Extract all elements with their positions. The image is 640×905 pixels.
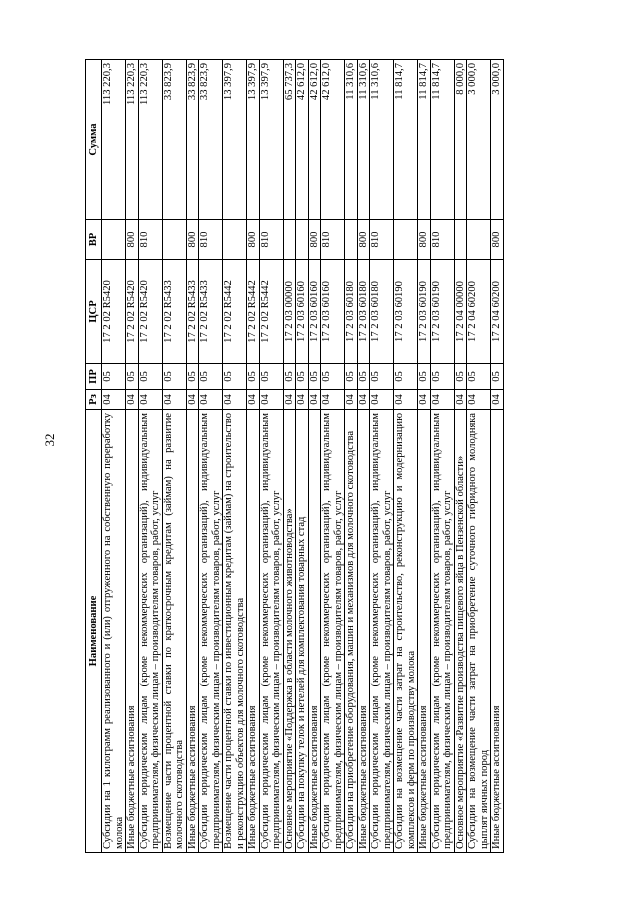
- row-rz: 04: [259, 390, 283, 410]
- table-row: [126, 60, 139, 853]
- row-name: Иные бюджетные ассигнования: [491, 410, 504, 853]
- row-name: Субсидии на покупку телок и нетелей для комплектования товарных стад: [296, 410, 309, 853]
- row-name: Субсидии на возмещение части затрат на приобретение суточного гибридного молодняка цыплят яичных пород: [467, 410, 491, 853]
- row-rz: 04: [102, 390, 126, 410]
- row-name: Иные бюджетные ассигнования: [247, 410, 260, 853]
- row-vr: 810: [199, 220, 223, 260]
- table-row: [259, 60, 283, 853]
- row-pr: 05: [296, 364, 309, 390]
- row-rz: 04: [283, 390, 296, 410]
- row-vr: 810: [370, 220, 394, 260]
- row-sum: 113 220,3: [126, 60, 139, 220]
- row-csr: 17 2 03 60190: [394, 260, 418, 364]
- row-sum: 42 612,0: [308, 60, 321, 220]
- row-rz: 04: [308, 390, 321, 410]
- row-pr: 05: [357, 364, 370, 390]
- row-pr: 05: [345, 364, 358, 390]
- row-pr: 05: [138, 364, 162, 390]
- table-row: [491, 60, 504, 853]
- row-name: Субсидии юридическим лицам (кроме некоммерческих организаций), индивидуальным предпринимателям, физическим лицам – производителям товаров, работ, услуг: [199, 410, 223, 853]
- row-csr: 17 2 03 60190: [430, 260, 454, 364]
- row-csr: 17 2 02 R5442: [259, 260, 283, 364]
- row-csr: 17 2 03 00000: [283, 260, 296, 364]
- row-vr: [223, 220, 247, 260]
- row-csr: 17 2 02 R5420: [138, 260, 162, 364]
- header-sum: Сумма: [86, 60, 102, 220]
- row-csr: 17 2 03 60180: [345, 260, 358, 364]
- row-rz: 04: [223, 390, 247, 410]
- row-rz: 04: [430, 390, 454, 410]
- row-name: Субсидии на возмещение части затрат на строительство, реконструкцию и модернизацию комплексов и ферм по производству молока: [394, 410, 418, 853]
- row-vr: 800: [357, 220, 370, 260]
- row-name: Иные бюджетные ассигнования: [186, 410, 199, 853]
- row-csr: 17 2 02 R5433: [162, 260, 186, 364]
- row-sum: 11 310,6: [357, 60, 370, 220]
- row-vr: 800: [418, 220, 431, 260]
- row-pr: 05: [370, 364, 394, 390]
- row-name: Субсидии юридическим лицам (кроме некоммерческих организаций), индивидуальным предпринимателям, физическим лицам – производителям товаров, работ, услуг: [321, 410, 345, 853]
- row-pr: 05: [454, 364, 467, 390]
- row-csr: 17 2 03 60180: [370, 260, 394, 364]
- header-vr: ВР: [86, 220, 102, 260]
- row-vr: 810: [259, 220, 283, 260]
- table-row: [283, 60, 296, 853]
- row-sum: 3 000,0: [491, 60, 504, 220]
- table-row: [186, 60, 199, 853]
- row-pr: 05: [491, 364, 504, 390]
- row-sum: 65 737,3: [283, 60, 296, 220]
- row-pr: 05: [418, 364, 431, 390]
- row-pr: 05: [467, 364, 491, 390]
- row-rz: 04: [247, 390, 260, 410]
- table-header-row: [86, 60, 102, 853]
- table-row: [321, 60, 345, 853]
- table-row: [223, 60, 247, 853]
- budget-table: [85, 59, 504, 853]
- row-sum: 33 823,9: [199, 60, 223, 220]
- table-row: [247, 60, 260, 853]
- row-csr: 17 2 03 60160: [296, 260, 309, 364]
- row-rz: 04: [454, 390, 467, 410]
- row-vr: 800: [308, 220, 321, 260]
- row-csr: 17 2 02 R5420: [126, 260, 139, 364]
- table-row: [199, 60, 223, 853]
- header-pr: ПР: [86, 364, 102, 390]
- header-name: Наименование: [86, 410, 102, 853]
- table-row: [430, 60, 454, 853]
- row-vr: 810: [321, 220, 345, 260]
- row-vr: [283, 220, 296, 260]
- row-vr: 800: [126, 220, 139, 260]
- row-vr: 810: [430, 220, 454, 260]
- page-number: 32: [42, 433, 57, 447]
- table-row: [345, 60, 358, 853]
- row-vr: [162, 220, 186, 260]
- row-vr: 800: [491, 220, 504, 260]
- row-name: Субсидии юридическим лицам (кроме некоммерческих организаций), индивидуальным предпринимателям, физическим лицам – производителям товаров, работ, услуг: [430, 410, 454, 853]
- row-rz: 04: [357, 390, 370, 410]
- row-vr: [454, 220, 467, 260]
- row-csr: 17 2 02 R5433: [199, 260, 223, 364]
- row-rz: 04: [418, 390, 431, 410]
- row-rz: 04: [394, 390, 418, 410]
- table-row: [162, 60, 186, 853]
- table-row: [296, 60, 309, 853]
- row-vr: 800: [186, 220, 199, 260]
- row-vr: [467, 220, 491, 260]
- row-sum: 42 612,0: [296, 60, 309, 220]
- row-pr: 05: [308, 364, 321, 390]
- row-sum: 8 000,0: [454, 60, 467, 220]
- row-name: Иные бюджетные ассигнования: [308, 410, 321, 853]
- row-name: Субсидии юридическим лицам (кроме некоммерческих организаций), индивидуальным предпринимателям, физическим лицам – производителям товаров, работ, услуг: [370, 410, 394, 853]
- row-sum: 13 397,9: [223, 60, 247, 220]
- row-name: Субсидии на приобретение оборудования, машин и механизмов для молочного скотоводства: [345, 410, 358, 853]
- row-csr: 17 2 04 00000: [454, 260, 467, 364]
- row-sum: 11 814,7: [394, 60, 418, 220]
- row-rz: 04: [138, 390, 162, 410]
- table-row: [357, 60, 370, 853]
- row-pr: 05: [321, 364, 345, 390]
- row-pr: 05: [162, 364, 186, 390]
- row-vr: 800: [247, 220, 260, 260]
- row-vr: 810: [138, 220, 162, 260]
- row-csr: 17 2 02 R5442: [223, 260, 247, 364]
- row-csr: 17 2 04 60200: [491, 260, 504, 364]
- row-rz: 04: [491, 390, 504, 410]
- table-row: [370, 60, 394, 853]
- row-csr: 17 2 03 60190: [418, 260, 431, 364]
- row-sum: 33 823,9: [186, 60, 199, 220]
- row-rz: 04: [321, 390, 345, 410]
- row-pr: 05: [394, 364, 418, 390]
- row-vr: [394, 220, 418, 260]
- row-csr: 17 2 02 R5420: [102, 260, 126, 364]
- header-rz: Рз: [86, 390, 102, 410]
- table-row: [467, 60, 491, 853]
- row-name: Иные бюджетные ассигнования: [126, 410, 139, 853]
- table-row: [418, 60, 431, 853]
- table-row: [394, 60, 418, 853]
- row-csr: 17 2 03 60180: [357, 260, 370, 364]
- row-pr: 05: [199, 364, 223, 390]
- table-row: [454, 60, 467, 853]
- table-row: [138, 60, 162, 853]
- row-sum: 113 220,3: [138, 60, 162, 220]
- row-csr: 17 2 03 60160: [308, 260, 321, 364]
- row-pr: 05: [283, 364, 296, 390]
- row-name: Иные бюджетные ассигнования: [418, 410, 431, 853]
- row-sum: 11 814,7: [430, 60, 454, 220]
- row-sum: 11 310,6: [370, 60, 394, 220]
- row-vr: [345, 220, 358, 260]
- row-name: Основное мероприятие «Развитие производства пищевого яйца в Пензенской области»: [454, 410, 467, 853]
- row-vr: [296, 220, 309, 260]
- row-rz: 04: [126, 390, 139, 410]
- row-name: Субсидии юридическим лицам (кроме некоммерческих организаций), индивидуальным предпринимателям, физическим лицам – производителям товаров, работ, услуг: [138, 410, 162, 853]
- row-sum: 11 310,6: [345, 60, 358, 220]
- table-row: [102, 60, 126, 853]
- row-rz: 04: [162, 390, 186, 410]
- table-row: [308, 60, 321, 853]
- row-sum: 11 814,7: [418, 60, 431, 220]
- row-pr: 05: [247, 364, 260, 390]
- row-pr: 05: [186, 364, 199, 390]
- row-pr: 05: [102, 364, 126, 390]
- row-csr: 17 2 04 60200: [467, 260, 491, 364]
- row-sum: 13 397,9: [259, 60, 283, 220]
- row-csr: 17 2 02 R5442: [247, 260, 260, 364]
- row-csr: 17 2 02 R5433: [186, 260, 199, 364]
- row-name: Основное мероприятие «Поддержка в области молочного животноводства»: [283, 410, 296, 853]
- row-sum: 113 220,3: [102, 60, 126, 220]
- row-name: Возмещение части процентной ставки по краткосрочным кредитам (займам) на развитие молочного скотоводства: [162, 410, 186, 853]
- row-name: Субсидии на 1 килограмм реализованного и (или) отгруженного на собственную переработку молока: [102, 410, 126, 853]
- row-rz: 04: [186, 390, 199, 410]
- row-pr: 05: [430, 364, 454, 390]
- rotated-page: [85, 60, 504, 853]
- row-pr: 05: [126, 364, 139, 390]
- row-rz: 04: [345, 390, 358, 410]
- row-vr: [102, 220, 126, 260]
- header-csr: ЦСР: [86, 260, 102, 364]
- row-sum: 33 823,9: [162, 60, 186, 220]
- row-sum: 13 397,9: [247, 60, 260, 220]
- row-name: Возмещение части процентной ставки по инвестиционным кредитам (займам) на строительство и реконструкцию объектов для молочного скотоводства: [223, 410, 247, 853]
- row-rz: 04: [370, 390, 394, 410]
- row-sum: 3 000,0: [467, 60, 491, 220]
- row-rz: 04: [467, 390, 491, 410]
- row-pr: 05: [223, 364, 247, 390]
- row-rz: 04: [199, 390, 223, 410]
- row-rz: 04: [296, 390, 309, 410]
- row-csr: 17 2 03 60160: [321, 260, 345, 364]
- table-body: [102, 60, 504, 853]
- row-pr: 05: [259, 364, 283, 390]
- row-sum: 42 612,0: [321, 60, 345, 220]
- row-name: Субсидии юридическим лицам (кроме некоммерческих организаций), индивидуальным предпринимателям, физическим лицам – производителям товаров, работ, услуг: [259, 410, 283, 853]
- row-name: Иные бюджетные ассигнования: [357, 410, 370, 853]
